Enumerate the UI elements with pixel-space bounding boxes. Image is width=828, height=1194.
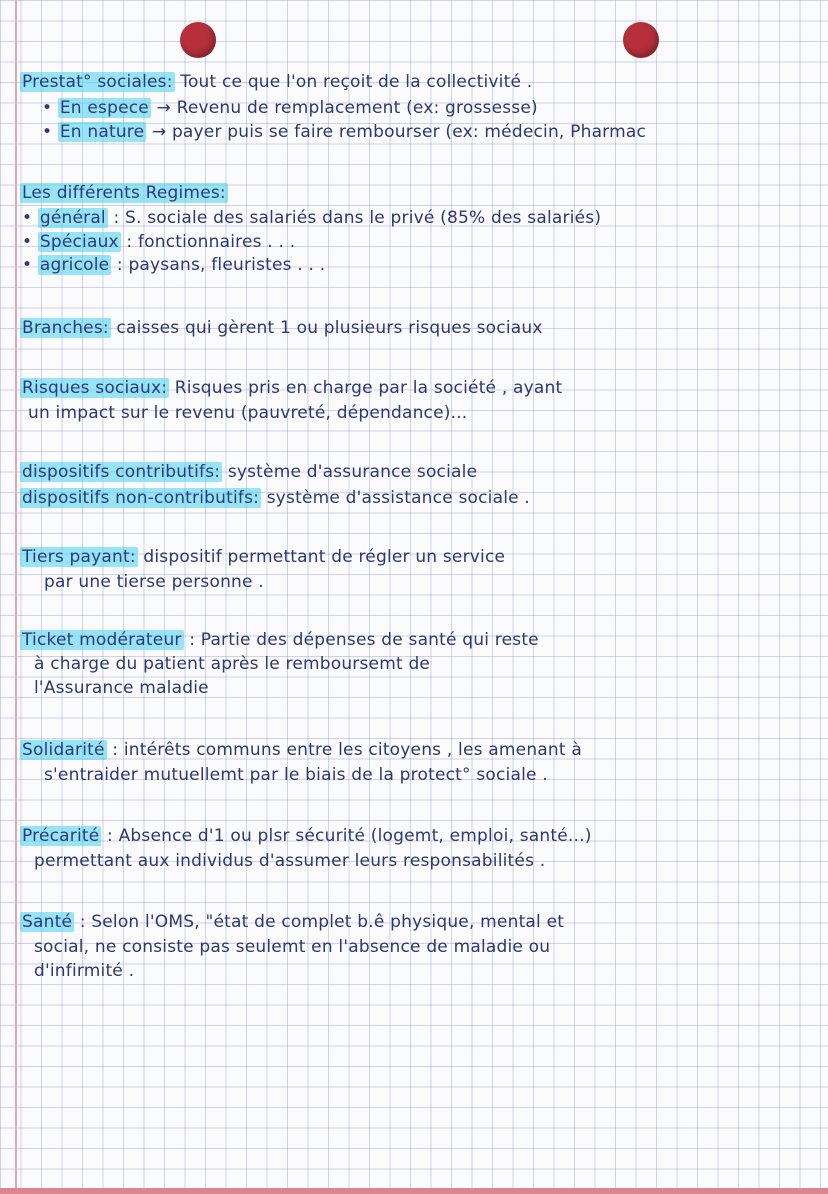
punch-hole-right — [623, 22, 659, 58]
bottom-edge — [0, 1188, 828, 1194]
regime-speciaux: • Spéciaux : fonctionnaires . . . — [22, 232, 296, 252]
general-def: : S. sociale des salariés dans le privé (85% des salariés) — [113, 208, 602, 228]
espece-def: → Revenu de remplacement (ex: grossesse) — [156, 98, 538, 118]
punch-hole-left — [180, 22, 216, 58]
branches-def: caisses qui gèrent 1 ou plusieurs risques sociaux — [116, 318, 543, 338]
solidarite-def-1: : intérêts communs entre les citoyens , les amenant à — [112, 740, 582, 760]
prestat-bullet-1: • En espece → Revenu de remplacement (ex: grossesse) — [42, 98, 538, 118]
ticket-def-1: : Partie des dépenses de santé qui reste — [189, 630, 539, 650]
nature-term: En nature — [59, 122, 145, 142]
ticket-line-2 — [34, 654, 430, 674]
ticket-line-1 — [20, 630, 539, 650]
ticket-term: Ticket modérateur — [22, 630, 182, 650]
ticket-def-2: à charge du patient après le remboursemt de — [34, 654, 431, 674]
speciaux-def: : fonctionnaires . . . — [126, 232, 296, 252]
precarite-line-1 — [20, 826, 592, 846]
speciaux-term: Spéciaux — [39, 232, 119, 252]
contributifs-term: dispositifs contributifs: — [22, 462, 221, 482]
contributifs-def: système d'assurance sociale — [227, 462, 478, 482]
prestat-bullet-2: • En nature → payer puis se faire rembourser (ex: médecin, Pharmac — [42, 122, 646, 142]
general-term: général — [39, 208, 106, 228]
agricole-def: : paysans, fleuristes . . . — [116, 255, 326, 275]
regime-agricole: • agricole : paysans, fleuristes . . . — [22, 255, 326, 275]
solidarite-def-2: s'entraider mutuellemt par le biais de la protect° sociale . — [44, 765, 548, 785]
precarite-def-1: : Absence d'1 ou plsr sécurité (logemt, emploi, santé...) — [107, 826, 592, 846]
tiers-line-1 — [20, 547, 505, 567]
sante-def-2: social, ne consiste pas seulemt en l'absence de maladie ou — [34, 937, 551, 957]
prestat-term: Prestat° sociales: — [22, 72, 173, 92]
sante-def-3: d'infirmité . — [34, 961, 135, 981]
sante-line-1 — [20, 912, 564, 932]
tiers-term: Tiers payant: — [22, 547, 136, 567]
risques-def-2: un impact sur le revenu (pauvreté, dépendance)... — [28, 403, 468, 423]
non-contributifs-def: système d'assistance sociale . — [266, 488, 531, 508]
margin-line — [15, 0, 17, 1194]
solidarite-line-1 — [20, 740, 582, 760]
ticket-def-3: l'Assurance maladie — [34, 678, 209, 698]
prestat-def: Tout ce que l'on reçoit de la collectivité . — [180, 72, 533, 92]
risques-line-2 — [28, 403, 467, 423]
regimes-title — [20, 183, 228, 203]
tiers-def-2: par une tierse personne . — [44, 572, 264, 592]
risques-def-1: Risques pris en charge par la société , ayant — [174, 378, 563, 398]
dispositifs-non-contributifs — [20, 488, 530, 508]
regime-general: • général : S. sociale des salariés dans le privé (85% des salariés) — [22, 208, 602, 228]
non-contributifs-term: dispositifs non-contributifs: — [22, 488, 260, 508]
sante-term: Santé — [22, 912, 73, 932]
risques-line-1 — [20, 378, 562, 398]
agricole-term: agricole — [39, 255, 110, 275]
precarite-line-2 — [34, 851, 545, 871]
solidarite-line-2 — [44, 765, 548, 785]
ticket-line-3 — [34, 678, 209, 698]
tiers-def-1: dispositif permettant de régler un service — [143, 547, 506, 567]
branches-term: Branches: — [22, 318, 109, 338]
tiers-line-2 — [44, 572, 264, 592]
sante-line-3 — [34, 961, 134, 981]
precarite-def-2: permettant aux individus d'assumer leurs responsabilités . — [34, 851, 546, 871]
espece-term: En espece — [59, 98, 149, 118]
prestat-line — [20, 72, 532, 92]
nature-def: → payer puis se faire rembourser (ex: médecin, Pharmac — [151, 122, 646, 142]
branches-line — [20, 318, 543, 338]
sante-line-2 — [34, 937, 550, 957]
regimes-title-text: Les différents Regimes: — [22, 183, 226, 203]
solidarite-term: Solidarité — [22, 740, 105, 760]
precarite-term: Précarité — [22, 826, 100, 846]
risques-term: Risques sociaux: — [22, 378, 168, 398]
sante-def-1: : Selon l'OMS, "état de complet b.ê physique, mental et — [79, 912, 565, 932]
dispositifs-contributifs — [20, 462, 477, 482]
